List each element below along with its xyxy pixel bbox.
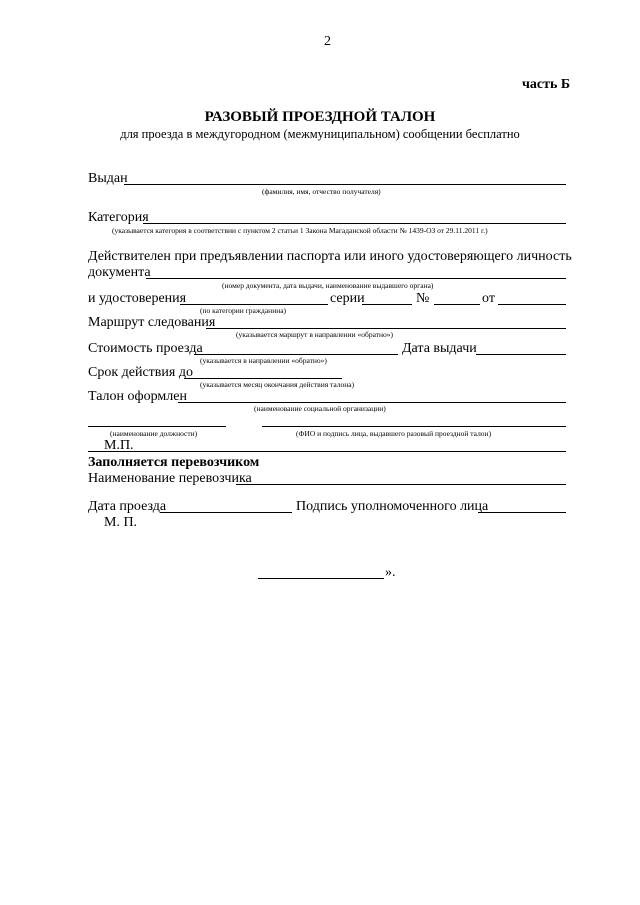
- route-hint: (указывается маршрут в направлении «обратно»): [236, 330, 394, 339]
- category-label: Категория: [88, 210, 149, 225]
- route-field[interactable]: [206, 328, 566, 329]
- validity-hint: (указывается месяц окончания действия талона): [200, 380, 355, 389]
- section-divider: [88, 451, 566, 452]
- carrier-name-field[interactable]: [236, 484, 566, 485]
- category-field[interactable]: [143, 223, 566, 224]
- footer-line: [258, 578, 384, 579]
- cost-field[interactable]: [194, 354, 398, 355]
- document-title: РАЗОВЫЙ ПРОЕЗДНОЙ ТАЛОН: [204, 109, 436, 125]
- issued-label: Выдан: [88, 171, 128, 186]
- category-hint: (указывается категория в соответствии с пунктом 2 статьи 1 Закона Магаданской области № 1439-ОЗ от 29.11.2011 г.): [112, 226, 488, 235]
- signature-name-field[interactable]: [262, 426, 566, 427]
- document-field[interactable]: [146, 278, 566, 279]
- number-field[interactable]: [434, 304, 480, 305]
- from-date-field[interactable]: [498, 304, 566, 305]
- travel-date-label: Дата проезда: [88, 499, 167, 514]
- issued-field[interactable]: [124, 184, 566, 185]
- valid-line-1: Действителен при предъявлении паспорта или иного удостоверяющего личность: [88, 249, 572, 264]
- issue-date-field[interactable]: [476, 354, 566, 355]
- position-hint: (наименование должности): [110, 429, 198, 438]
- document-subtitle: для проезда в междугородном (межмуниципальном) сообщении бесплатно: [120, 127, 520, 141]
- travel-date-field[interactable]: [160, 512, 292, 513]
- page-number: 2: [324, 34, 331, 49]
- from-label: от: [482, 291, 495, 306]
- carrier-heading: Заполняется перевозчиком: [88, 455, 260, 470]
- validity-field[interactable]: [184, 378, 342, 379]
- cost-label: Стоимость проезда: [88, 341, 203, 356]
- valid-hint: (номер документа, дата выдачи, наименование выдавшего органа): [222, 281, 434, 290]
- carrier-name-label: Наименование перевозчика: [88, 471, 252, 486]
- series-label: серии: [330, 291, 365, 306]
- position-field[interactable]: [88, 426, 226, 427]
- issued-by-label: Талон оформлен: [88, 389, 187, 404]
- authorized-signature-label: Подпись уполномоченного лица: [296, 499, 489, 514]
- number-label: №: [416, 291, 430, 306]
- series-field[interactable]: [362, 304, 412, 305]
- issued-by-field[interactable]: [178, 402, 566, 403]
- route-label: Маршрут следования: [88, 315, 216, 330]
- footer-quote: ».: [385, 565, 396, 580]
- certificate-field[interactable]: [180, 304, 328, 305]
- cost-hint: (указывается в направлении «обратно»): [200, 356, 327, 365]
- issued-by-hint: (наименование социальной организации): [254, 404, 386, 413]
- issue-date-label: Дата выдачи: [402, 341, 477, 356]
- signature-name-hint: (ФИО и подпись лица, выдавшего разовый проездной талон): [296, 429, 492, 438]
- issued-hint: (фамилия, имя, отчество получателя): [262, 187, 381, 196]
- certificate-label: и удостоверения: [88, 291, 187, 306]
- carrier-seal: М. П.: [104, 515, 138, 530]
- signature-seal: М.П.: [104, 438, 134, 453]
- authorized-signature-field[interactable]: [478, 512, 566, 513]
- valid-line-2: документа: [88, 265, 151, 280]
- part-label: часть Б: [522, 77, 571, 92]
- certificate-hint: (по категории гражданина): [200, 306, 287, 315]
- validity-label: Срок действия до: [88, 365, 193, 380]
